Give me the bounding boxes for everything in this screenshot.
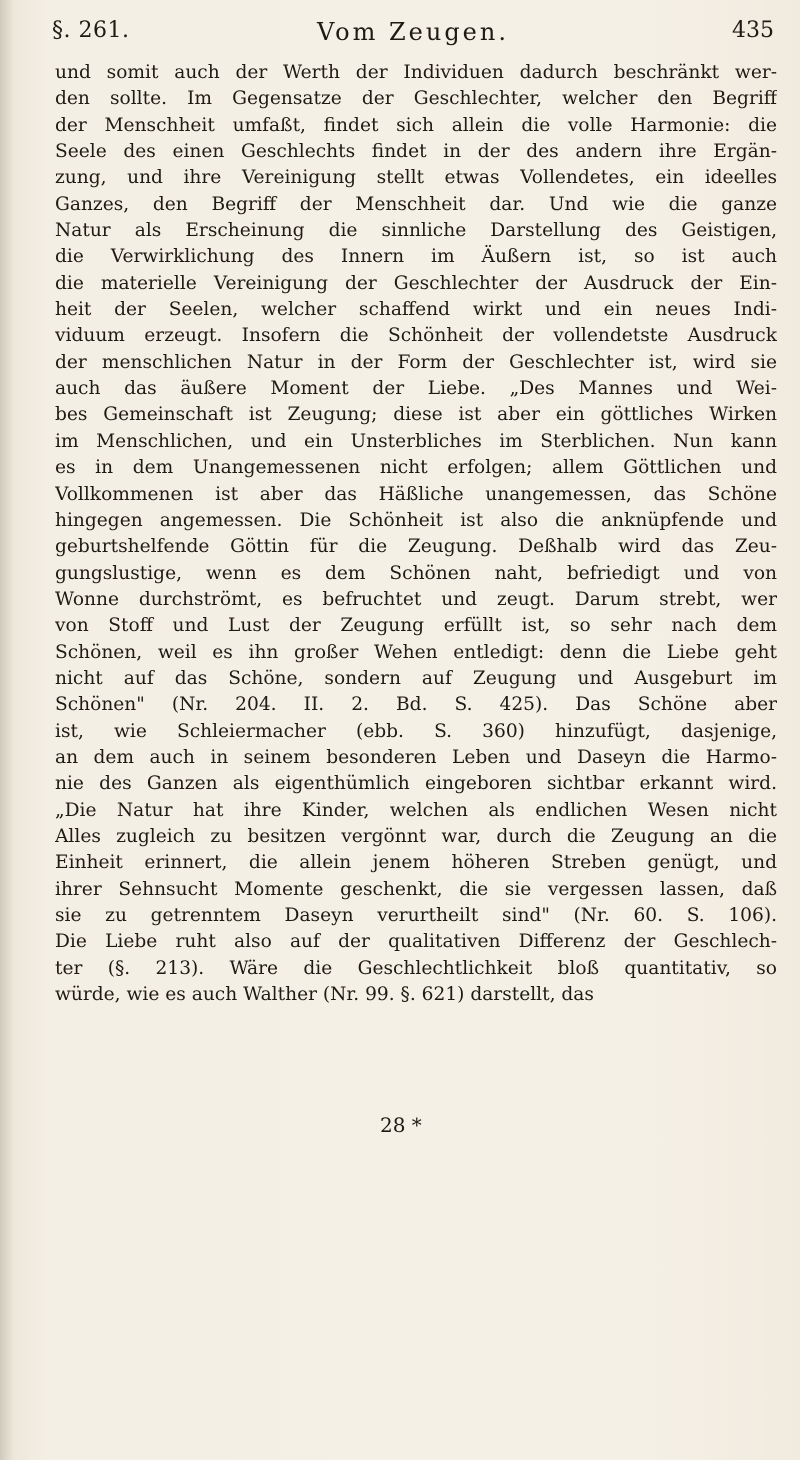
text-line: Wonne durchströmt, es befruchtet und zeugt. Darum strebt, wer	[55, 588, 777, 610]
text-line: im Menschlichen, und ein Unsterbliches im Sterblichen. Nun kann	[55, 430, 777, 452]
text-line: zung, und ihre Vereinigung stellt etwas Vollendetes, ein ideelles	[55, 167, 777, 189]
text-line: der menschlichen Natur in der Form der Geschlechter ist, wird sie	[55, 351, 777, 373]
text-line: die Verwirklichung des Innern im Äußern ist, so ist auch	[55, 246, 777, 268]
text-line: der Menschheit umfaßt, findet sich allein die volle Harmonie: die	[55, 114, 777, 136]
text-line: nicht auf das Schöne, sondern auf Zeugung und Ausgeburt im	[55, 667, 777, 689]
page-number: 435	[732, 18, 774, 43]
text-line: Vollkommenen ist aber das Häßliche unangemessen, das Schöne	[55, 483, 777, 505]
text-line: bes Gemeinschaft ist Zeugung; diese ist aber ein göttliches Wirken	[55, 404, 777, 426]
text-line: es in dem Unangemessenen nicht erfolgen; allem Göttlichen und	[55, 457, 777, 479]
text-line: ist, wie Schleiermacher (ebb. S. 360) hinzufügt, dasjenige,	[55, 720, 777, 742]
text-line: von Stoff und Lust der Zeugung erfüllt ist, so sehr nach dem	[55, 615, 777, 637]
text-line: Die Liebe ruht also auf der qualitativen Differenz der Geschlech-	[55, 931, 777, 953]
text-line: auch das äußere Moment der Liebe. „Des Mannes und Wei-	[55, 378, 777, 400]
text-line: Schönen" (Nr. 204. II. 2. Bd. S. 425). Das Schöne aber	[55, 694, 777, 716]
printer-signature-mark: 28 *	[380, 1113, 422, 1137]
text-line: sie zu getrenntem Daseyn verurtheilt sind" (Nr. 60. S. 106).	[55, 905, 777, 926]
text-line: viduum erzeugt. Insofern die Schönheit der vollendetste Ausdruck	[55, 325, 777, 347]
text-line: Natur als Erscheinung die sinnliche Darstellung des Geistigen,	[55, 220, 777, 242]
text-line: Ganzes, den Begriff der Menschheit dar. Und wie die ganze	[55, 193, 777, 215]
text-line: an dem auch in seinem besonderen Leben und Daseyn die Harmo-	[55, 746, 777, 768]
text-line: „Die Natur hat ihre Kinder, welchen als endlichen Wesen nicht	[55, 799, 777, 821]
binding-shadow	[0, 0, 14, 1460]
text-line: heit der Seelen, welcher schaffend wirkt und ein neues Indi-	[55, 299, 777, 321]
text-line: die materielle Vereinigung der Geschlechter der Ausdruck der Ein-	[55, 272, 777, 294]
text-line: Einheit erinnert, die allein jenem höheren Streben genügt, und	[55, 852, 777, 874]
running-header	[52, 14, 774, 54]
text-line: Schönen, weil es ihn großer Wehen entledigt: denn die Liebe geht	[55, 641, 777, 663]
section-number: §. 261.	[52, 18, 130, 43]
text-line: den sollte. Im Gegensatze der Geschlechter, welcher den Begriff	[55, 88, 777, 110]
text-line: Alles zugleich zu besitzen vergönnt war, durch die Zeugung an die	[55, 825, 777, 847]
text-line: ter (§. 213). Wäre die Geschlechtlichkeit bloß quantitativ, so	[55, 957, 777, 979]
running-title: Vom Zeugen.	[317, 18, 509, 46]
text-line: gungslustige, wenn es dem Schönen naht, befriedigt und von	[55, 562, 777, 584]
body-text	[55, 60, 777, 1008]
text-line: würde, wie es auch Walther (Nr. 99. §. 621) darstellt, das	[55, 984, 594, 1006]
text-line: und somit auch der Werth der Individuen dadurch beschränkt wer-	[55, 62, 777, 83]
text-line: nie des Ganzen als eigenthümlich eingeboren sichtbar erkannt wird.	[55, 773, 777, 795]
text-line: Seele des einen Geschlechts findet in der des andern ihre Ergän-	[55, 141, 777, 163]
text-line: hingegen angemessen. Die Schönheit ist also die anknüpfende und	[55, 509, 777, 531]
text-line: ihrer Sehnsucht Momente geschenkt, die sie vergessen lassen, daß	[55, 878, 777, 900]
text-line: geburtshelfende Göttin für die Zeugung. Deßhalb wird das Zeu-	[55, 536, 777, 558]
